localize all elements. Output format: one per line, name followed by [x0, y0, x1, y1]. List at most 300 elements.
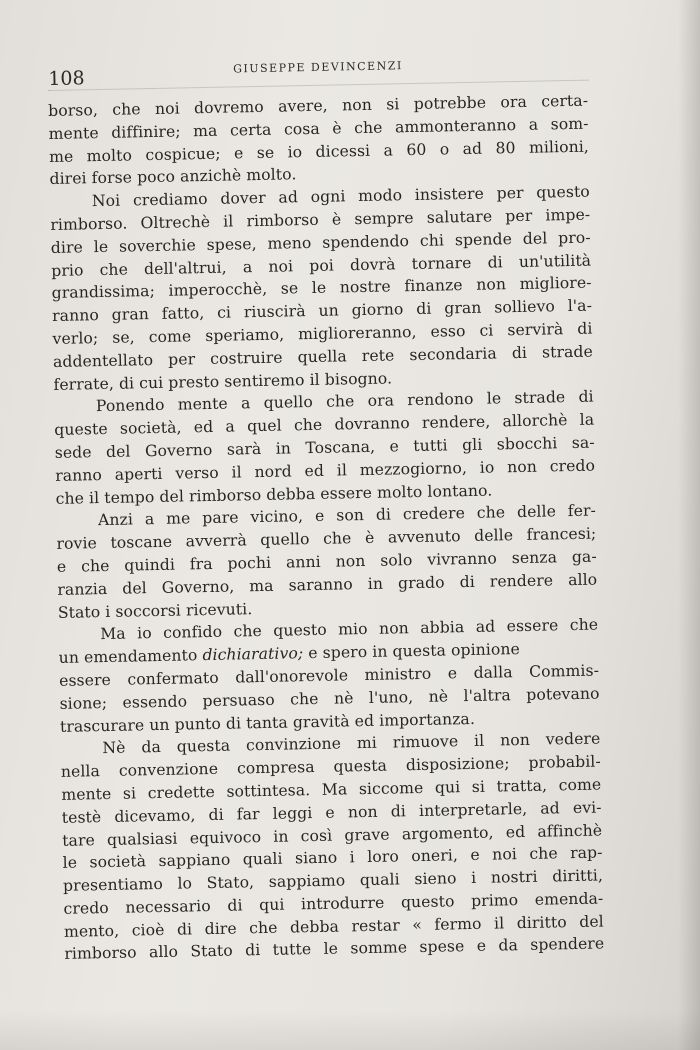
- word: ogni: [310, 187, 346, 207]
- word: argomento,: [401, 823, 494, 843]
- word: gran: [444, 298, 482, 318]
- word: è: [364, 528, 375, 548]
- word: chi: [419, 231, 445, 250]
- running-head: GIUSEPPE DEVINCENZI: [233, 59, 403, 76]
- word: avverrà: [185, 531, 247, 551]
- word: si: [122, 784, 137, 803]
- word: toscane: [110, 532, 173, 553]
- word: ministro: [364, 664, 432, 684]
- word: rendere: [489, 571, 554, 591]
- word: che: [353, 118, 383, 137]
- text-line: Stato i soccorsi ricevuti.: [57, 599, 253, 622]
- word: del: [105, 442, 131, 461]
- word: da: [141, 738, 162, 757]
- word: ranzia: [57, 579, 108, 599]
- word: per: [168, 349, 196, 369]
- word: Governo: [144, 440, 213, 461]
- word: potevano: [526, 684, 600, 704]
- word: l'altra: [463, 685, 512, 705]
- word: credo: [549, 456, 596, 476]
- word: non: [476, 275, 507, 295]
- word: strade: [541, 342, 594, 362]
- word: e: [325, 803, 335, 822]
- word: grave: [344, 825, 390, 844]
- word: Ponendo: [95, 396, 165, 416]
- word: le: [323, 940, 339, 959]
- word: che: [249, 918, 278, 937]
- word: credere: [402, 504, 466, 524]
- word: un: [318, 301, 339, 321]
- word: che: [325, 392, 355, 412]
- word: spese,: [206, 234, 257, 254]
- word: Nè: [102, 738, 126, 758]
- word: che: [112, 100, 141, 119]
- word: far: [236, 804, 260, 824]
- word: questa: [333, 756, 388, 776]
- word: mento,: [63, 921, 120, 941]
- word: quello: [260, 530, 310, 550]
- word: ma: [249, 576, 274, 595]
- word: milioni,: [528, 137, 590, 157]
- word: ranno: [51, 306, 100, 326]
- word: abbia: [420, 618, 465, 638]
- word: società: [89, 852, 147, 872]
- word: modo: [357, 186, 403, 206]
- word: rovie: [56, 534, 98, 554]
- word: strade: [514, 388, 566, 408]
- word: son: [336, 506, 365, 525]
- word: dicessi: [315, 141, 371, 161]
- word: quindi: [124, 555, 176, 575]
- word: di: [416, 299, 432, 319]
- word: di: [227, 896, 243, 915]
- word: Governo,: [161, 577, 235, 597]
- word: rimuove: [392, 732, 459, 752]
- word: come: [558, 775, 602, 795]
- word: rimborso: [64, 943, 137, 964]
- word: queste: [54, 420, 108, 440]
- word: tornare: [411, 253, 472, 273]
- word: molto: [86, 145, 133, 165]
- word: gli: [461, 435, 483, 455]
- word: Ma: [100, 624, 126, 644]
- word: spese: [419, 937, 465, 957]
- word: 80: [495, 138, 516, 158]
- word: se,: [112, 328, 135, 347]
- word: mio: [338, 620, 368, 639]
- word: ad: [475, 617, 496, 637]
- word: del: [522, 229, 548, 248]
- word: certa-: [541, 91, 589, 111]
- word: sappiamo: [268, 871, 346, 891]
- word: di: [487, 252, 503, 272]
- text-line: trascurare un punto di tanta gravità ed importanza.: [59, 709, 476, 736]
- word: crediamo: [132, 190, 208, 210]
- word: giorno: [351, 300, 404, 320]
- word: da: [498, 936, 519, 955]
- word: insistere: [414, 184, 485, 205]
- word: non: [347, 802, 378, 822]
- word: Toscana,: [305, 437, 376, 458]
- word: nostri: [490, 867, 538, 887]
- word: questo: [536, 182, 591, 202]
- word: secondaria: [409, 344, 497, 364]
- word: dalla: [473, 663, 513, 682]
- word: Stato: [190, 942, 233, 961]
- word: debba: [289, 917, 340, 937]
- word: qui: [434, 778, 461, 797]
- word: il: [493, 914, 505, 933]
- word: rimborso: [246, 210, 319, 231]
- word: somme: [350, 938, 408, 958]
- word: le: [62, 853, 78, 873]
- word: compresa: [236, 758, 315, 778]
- word: noi: [268, 256, 294, 276]
- word: dell'altrui,: [143, 258, 227, 278]
- word: ci: [216, 303, 232, 322]
- word: e: [233, 143, 244, 163]
- word: Ma: [321, 780, 348, 799]
- word: che: [476, 503, 506, 523]
- word: vedere: [545, 729, 601, 749]
- word: dicevamo,: [114, 806, 196, 826]
- word: addentellato: [52, 350, 154, 371]
- word: il: [336, 461, 348, 480]
- word: essendo: [122, 692, 188, 712]
- word: si: [386, 95, 400, 114]
- word: mente: [61, 784, 112, 804]
- word: di: [577, 319, 593, 338]
- word: questo: [400, 892, 455, 912]
- body-text: [48, 90, 605, 966]
- word: società,: [119, 418, 182, 438]
- word: costruire: [210, 348, 283, 368]
- word: grado: [397, 573, 445, 593]
- word: in: [367, 574, 384, 593]
- word: il: [473, 732, 485, 751]
- word: non: [335, 551, 366, 571]
- word: vivranno: [427, 549, 498, 569]
- word: pare: [202, 508, 239, 528]
- word: il: [231, 463, 242, 482]
- word: quel: [246, 416, 282, 436]
- word: non: [499, 731, 531, 750]
- word: francesi;: [526, 524, 597, 545]
- word: emenda-: [534, 889, 604, 909]
- word: non: [341, 95, 373, 115]
- word: dovrà: [349, 254, 396, 274]
- word: imperocchè,: [168, 280, 268, 301]
- word: allo: [148, 943, 179, 962]
- word: probabil-: [528, 752, 601, 773]
- word: il: [223, 212, 234, 231]
- word: som-: [550, 114, 589, 134]
- word: prio: [51, 260, 84, 280]
- word: essere: [506, 616, 559, 636]
- word: diritti,: [552, 866, 604, 886]
- word: del: [122, 578, 147, 598]
- word: verlo;: [52, 329, 99, 348]
- word: potrebbe: [413, 93, 487, 113]
- word: rete: [361, 346, 395, 365]
- word: solo: [380, 551, 413, 570]
- word: nè: [333, 688, 354, 708]
- word: e: [470, 846, 480, 865]
- word: io: [136, 624, 152, 643]
- word: se: [280, 279, 299, 298]
- word: «: [412, 915, 423, 934]
- word: così: [300, 826, 333, 845]
- word: nord: [254, 462, 292, 481]
- word: e: [476, 937, 487, 956]
- word: sarà: [226, 439, 262, 459]
- word: ranno: [55, 465, 103, 485]
- word: ad: [278, 188, 299, 207]
- word: un'utilità: [518, 251, 592, 271]
- word: in: [275, 439, 292, 458]
- word: allorchè: [502, 411, 568, 431]
- word: interpretarle,: [418, 799, 528, 820]
- word: che: [529, 844, 558, 864]
- word: Anzi: [97, 510, 134, 530]
- word: pro-: [558, 228, 591, 248]
- word: nella: [60, 762, 101, 781]
- word: di: [244, 941, 261, 960]
- word: lo: [177, 874, 193, 893]
- word: l'a-: [567, 296, 593, 316]
- word: sollievo: [494, 297, 556, 317]
- word: i: [470, 869, 477, 888]
- word: speriamo,: [205, 325, 285, 345]
- word: necessario: [125, 896, 211, 917]
- word: diffinire;: [111, 122, 181, 142]
- word: non: [506, 457, 538, 477]
- word: dall'onorevole: [235, 666, 349, 687]
- word: me: [48, 147, 74, 166]
- word: quali: [359, 870, 400, 890]
- word: per: [505, 206, 533, 226]
- word: mi: [356, 734, 378, 753]
- page-bottom-shadow: [0, 1010, 700, 1050]
- word: presentiamo: [62, 875, 164, 895]
- word: del: [579, 912, 604, 931]
- word: a: [528, 115, 539, 134]
- word: soverchie: [118, 235, 196, 256]
- word: di: [390, 801, 407, 821]
- word: salutare: [426, 207, 493, 227]
- word: le: [486, 389, 502, 408]
- word: sottintesa.: [226, 781, 311, 801]
- word: convinzione: [245, 734, 342, 755]
- word: spende: [454, 229, 513, 249]
- word: finanze: [404, 276, 463, 296]
- word: pochi: [227, 553, 272, 573]
- word: tutti: [413, 436, 448, 456]
- word: cospicue;: [145, 144, 221, 164]
- word: rap-: [569, 843, 603, 863]
- word: ammonteranno: [394, 115, 517, 137]
- word: nostre: [339, 277, 391, 297]
- word: mente: [177, 394, 228, 414]
- word: introdurre: [300, 893, 385, 914]
- word: 60: [406, 140, 427, 159]
- word: ora: [367, 391, 395, 411]
- word: dovranno: [334, 414, 410, 434]
- word: aperti: [114, 464, 163, 484]
- word: borso,: [48, 101, 99, 120]
- word: saranno: [288, 574, 353, 595]
- word: rendono: [407, 390, 474, 410]
- word: di: [176, 920, 193, 939]
- word: e: [314, 507, 325, 526]
- word: a: [144, 510, 155, 529]
- word: poi: [309, 256, 335, 275]
- italic-term: dichiarativo;: [202, 644, 304, 665]
- word: avere,: [277, 96, 328, 116]
- word: quali: [242, 849, 283, 869]
- word: riuscirà: [243, 302, 306, 322]
- word: tutte: [272, 940, 312, 960]
- word: sede: [54, 443, 92, 462]
- word: questo: [273, 621, 327, 641]
- word: grandissima;: [51, 282, 156, 303]
- word: qualsiasi: [106, 829, 178, 849]
- word: sa-: [571, 433, 595, 452]
- word: e: [56, 557, 67, 576]
- word: essere: [58, 670, 112, 690]
- word: ga-: [571, 547, 597, 566]
- word: evi-: [572, 798, 602, 817]
- word: impe-: [545, 205, 591, 225]
- word: ad: [462, 139, 483, 158]
- word: spendere: [530, 934, 605, 955]
- word: servirà: [507, 320, 564, 340]
- word: che: [80, 556, 110, 576]
- word: l'uno,: [368, 687, 414, 707]
- word: di: [375, 505, 392, 525]
- word: oneri,: [411, 846, 459, 866]
- word: che: [322, 529, 352, 548]
- word: dovremo: [193, 97, 264, 118]
- word: delle: [473, 526, 514, 546]
- word: io: [287, 142, 303, 162]
- word: certa: [229, 120, 272, 140]
- word: senza: [511, 548, 558, 568]
- word: restar: [351, 916, 400, 936]
- word: miglioreranno,: [298, 322, 417, 344]
- word: io: [479, 458, 495, 477]
- word: Commis-: [528, 661, 600, 681]
- word: migliore-: [519, 273, 592, 294]
- word: ed: [505, 822, 526, 841]
- word: a: [383, 140, 394, 160]
- word: gran: [111, 305, 150, 324]
- word: qui: [258, 895, 285, 914]
- word: per: [496, 184, 524, 203]
- word: ora: [500, 92, 528, 112]
- word: Noi: [91, 191, 121, 211]
- word: siccome: [358, 778, 424, 799]
- word: disposizione;: [405, 754, 510, 775]
- word: che: [233, 622, 263, 641]
- word: equivoco: [189, 827, 262, 847]
- word: allo: [567, 570, 598, 589]
- word: leggi: [272, 803, 313, 823]
- word: e: [389, 437, 400, 456]
- word: dire: [50, 238, 84, 257]
- word: credo: [63, 898, 109, 918]
- word: tratta,: [496, 776, 548, 796]
- word: Stato,: [206, 873, 255, 893]
- word: vicino,: [250, 507, 304, 527]
- word: me: [166, 509, 191, 529]
- word: meno: [267, 233, 312, 253]
- word: ad: [540, 799, 560, 818]
- word: dire: [204, 919, 237, 938]
- word: ed: [193, 418, 214, 437]
- text-line: ferrate, di cui presto sentiremo il bisogno.: [53, 369, 393, 394]
- word: quello: [263, 393, 314, 413]
- word: persuaso: [202, 690, 275, 710]
- word: anni: [285, 552, 321, 572]
- word: convenzione: [118, 759, 219, 780]
- word: cioè: [131, 920, 165, 940]
- word: credette: [147, 782, 216, 803]
- word: a: [240, 394, 251, 413]
- page-number: 108: [48, 67, 85, 90]
- word: che: [99, 260, 129, 279]
- word: tare: [62, 830, 96, 850]
- word: è: [331, 210, 342, 229]
- word: delle: [516, 502, 557, 522]
- word: che: [293, 415, 323, 435]
- word: cosa: [283, 119, 320, 139]
- word: testè: [61, 807, 102, 827]
- word: rimborso.: [50, 214, 128, 234]
- word: di: [511, 343, 528, 362]
- word: fermo: [434, 914, 482, 934]
- word: fer-: [567, 501, 597, 521]
- text-line: direi forse poco anzichè molto.: [49, 165, 297, 189]
- word: di: [578, 387, 594, 407]
- word: questa: [176, 736, 231, 756]
- word: si: [471, 777, 486, 796]
- word: se: [256, 143, 275, 162]
- word: e: [447, 664, 458, 683]
- word: noi: [154, 99, 180, 118]
- word: non: [378, 619, 410, 639]
- text-segment: un emendamento: [58, 646, 203, 668]
- word: le: [93, 237, 109, 256]
- word: quella: [297, 347, 347, 367]
- word: dover: [220, 189, 266, 208]
- word: siano: [294, 848, 338, 868]
- word: nè: [428, 687, 449, 706]
- word: come: [148, 327, 192, 347]
- text-line: che il tempo del rimborso debba essere molto lontano.: [55, 481, 493, 508]
- word: ma: [193, 121, 218, 141]
- word: che: [290, 689, 319, 709]
- word: Oltrechè: [140, 212, 211, 233]
- word: ed: [304, 461, 325, 480]
- word: fra: [189, 554, 213, 574]
- word: è: [332, 119, 342, 138]
- word: la: [579, 410, 595, 430]
- page-edge-shadow: [678, 0, 700, 1050]
- word: di: [208, 805, 224, 824]
- word: primo: [470, 891, 519, 910]
- word: o: [439, 139, 450, 159]
